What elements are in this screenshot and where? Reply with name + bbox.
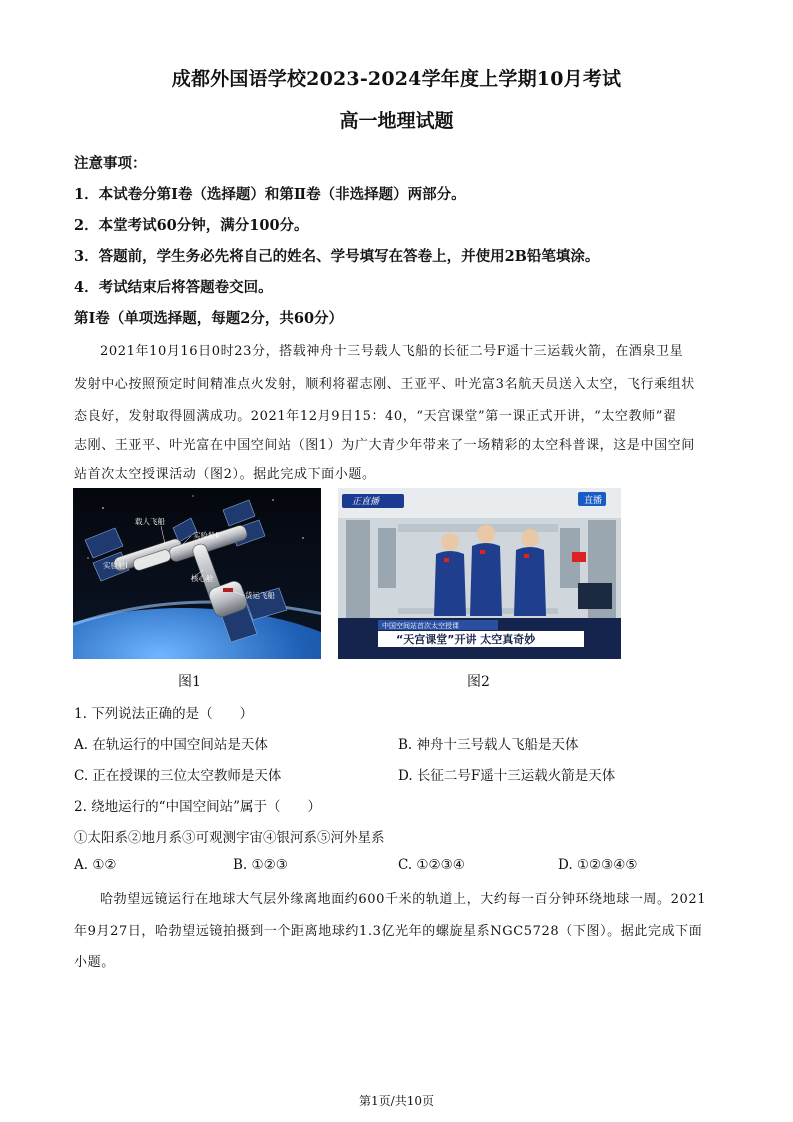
- notice-item-4: 4．考试结束后将答题卷交回。: [74, 279, 273, 296]
- label-crew-ship: 载人飞船: [135, 517, 165, 526]
- notice-item-1: 1．本试卷分第Ⅰ卷（选择题）和第Ⅱ卷（非选择题）两部分。: [74, 186, 466, 203]
- banner-main: “天宫课堂”开讲 太空真奇妙: [396, 633, 536, 646]
- figure-2-caption: 图2: [467, 674, 490, 690]
- passage-2-line: 小题。: [74, 955, 115, 970]
- notice-item-3: 3．答题前，学生务必先将自己的姓名、学号填写在答卷上，并使用2B铅笔填涂。: [74, 248, 600, 265]
- question-2-option-d: D. ①②③④⑤: [558, 857, 638, 873]
- question-2-option-c: C. ①②③④: [398, 857, 465, 873]
- label-lab-module-2: 实验舱Ⅱ: [193, 531, 220, 540]
- figure-1-caption: 图1: [178, 674, 201, 690]
- question-2-option-a: A. ①②: [74, 857, 117, 873]
- exam-title: 成都外国语学校2023-2024学年度上学期10月考试: [171, 68, 622, 90]
- channel-logo: 正直播: [352, 497, 380, 507]
- label-lab-module-1: 实验舱Ⅰ: [103, 561, 128, 570]
- passage-2-line: 年9月27日，哈勃望远镜拍摄到一个距离地球约1.3亿光年的螺旋星系NGC5728（下图）。据此完成下面: [74, 924, 703, 939]
- notice-heading: 注意事项：: [74, 155, 147, 172]
- section-heading: 第Ⅰ卷（单项选择题，每题2分，共60分）: [74, 310, 344, 327]
- question-2-stem: 2. 绕地运行的“中国空间站”属于（ ）: [74, 799, 321, 815]
- passage-2-line: 哈勃望远镜运行在地球大气层外缘离地面约600千米的轨道上，大约每一百分钟环绕地球一周。2021: [100, 892, 707, 907]
- question-2-choices: ①太阳系②地月系③可观测宇宙④银河系⑤河外星系: [74, 830, 385, 846]
- passage-line: 志刚、王亚平、叶光富在中国空间站（图1）为广大青少年带来了一场精彩的太空科普课，这是中国空间: [74, 438, 695, 453]
- question-2-option-b: B. ①②③: [233, 857, 288, 873]
- label-core-module: 核心舱: [191, 574, 214, 583]
- banner-small: 中国空间站首次太空授课: [382, 622, 459, 630]
- label-cargo-ship: 货运飞船: [245, 591, 275, 600]
- question-1-option-a: A. 在轨运行的中国空间站是天体: [74, 737, 268, 753]
- space-class-image: [338, 488, 621, 659]
- space-station-image: [73, 488, 321, 659]
- question-1-option-d: D. 长征二号F遥十三运载火箭是天体: [398, 768, 616, 784]
- passage-line: 2021年10月16日0时23分，搭载神舟十三号载人飞船的长征二号F遥十三运载火箭，在酒泉卫星: [100, 344, 684, 359]
- passage-line: 发射中心按照预定时间精准点火发射，顺利将翟志刚、王亚平、叶光富3名航天员送入太空，飞行乘组状: [74, 377, 695, 392]
- question-1-stem: 1. 下列说法正确的是（ ）: [74, 706, 254, 722]
- passage-line: 站首次太空授课活动（图2）。据此完成下面小题。: [74, 467, 376, 482]
- question-1-option-b: B. 神舟十三号载人飞船是天体: [398, 737, 579, 753]
- notice-item-2: 2．本堂考试60分钟，满分100分。: [74, 217, 309, 234]
- passage-line: 态良好，发射取得圆满成功。2021年12月9日15：40，“天宫课堂”第一课正式开讲，“太空教师”翟: [74, 409, 677, 424]
- live-badge: 直播: [584, 496, 603, 506]
- question-1-option-c: C. 正在授课的三位太空教师是天体: [74, 768, 282, 784]
- exam-subtitle: 高一地理试题: [339, 110, 454, 132]
- page-number: 第1页/共10页: [359, 1094, 434, 1108]
